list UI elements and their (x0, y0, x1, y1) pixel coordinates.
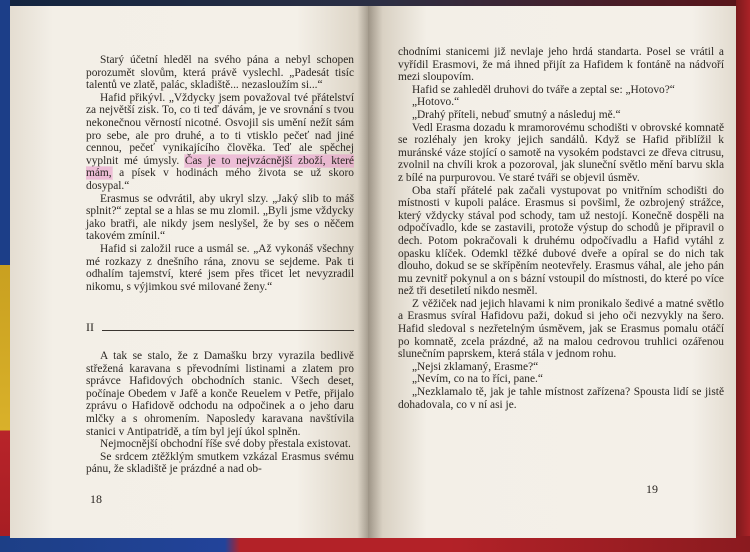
page-number: 18 (90, 492, 102, 506)
paragraph: Hafid přikývl. „Vždycky jsem považoval tvé přátelství za největší zisk. To, co ti teď dávám, je ve srovnání s tvou nekonečnou věrností nicotné. Osvojil sis umění nežít sám pro sebe, ale pro druhé, a to ti vtisklo pečeť nad jiné cennou, pečeť vynikajícího člověka. Teď ale spěchej vyplnit mé úmysly. Čas je to nejvzácnější zboží, které mám, a písek v hodinách mého života se už skoro dosypal.“ (86, 91, 354, 192)
right-page (368, 6, 736, 538)
paragraph: „Hotovo.“ (412, 96, 460, 109)
paragraph: Oba staří přátelé pak začali vystupovat po vnitřním schodišti do místnosti v kupoli paláce. Erasmus si povšiml, že ozbrojený strážce, který vždycky stával pod schody, tam už nestojí. Konečně dospěli na odpočívadlo, kde se zastavili, protože výstup do schodů je připravil o dech. Potom pokračovali k druhému odpočívadlu a Hafid vytáhl z opasku klíček. Odemkl těžké dubové dveře a opíral se do nich tak dlouho, dokud se se skřípěním neotevřely. Erasmus váhal, ale jeho pán mu zevnitř pokynul a on s bázní vstoupil do místnosti, do které po více než tři desetiletí nikdo nesměl. (398, 184, 724, 298)
paragraph: A tak se stalo, že z Damašku brzy vyrazila bedlivě střežená karavana s převodními listinami a zlatem pro správce Hafidových obchodních stanic. Všech deset, počínaje Obedem v Jafě a konče Reuelem v Petře, přijalo zprávu o Hafidově odchodu na odpočinek a o jeho daru mlčky a s ohromením. Naposledy karavana navštívila stanici v Antipatridě, a tím byl její úkol splněn. (86, 350, 354, 438)
paragraph: Hafid si založil ruce a usmál se. „Až vykonáš všechny mé rozkazy z dnešního rána, znovu se sejdeme. Pak ti odhalím tajemství, které jsem přes třicet let nevyzradil nikomu, s výjimkou své milované ženy.“ (86, 242, 354, 293)
section-rule (102, 330, 354, 331)
paragraph: „Nejsi zklamaný, Erasme?“ (412, 360, 539, 373)
paragraph: chodními stanicemi již nevlaje jeho hrdá standarta. Posel se vrátil a vyřídil Erasmovi, že má ihned přijít za Hafidem k fontáně na nádvoří mezi sloupovím. (398, 46, 724, 84)
right-page-text (398, 46, 724, 411)
page-number: 19 (646, 482, 658, 496)
paragraph: Hafid se zahleděl druhovi do tváře a zeptal se: „Hotovo?“ (412, 83, 675, 96)
book-cover-bottom-edge (0, 536, 750, 552)
section-heading: II (86, 320, 94, 334)
paragraph: Z věžiček nad jejich hlavami k nim pronikalo šedivé a matné světlo a Erasmus svíral Hafidovu paži, dokud si jeho oči nezvykly na šero. Hafid sledoval s nezřetelným úsměvem, jak se Erasmus pomalu otáčí po komnatě, zcela prázdné, až na malou cedrovou truhlici ozářenou slunečním paprskem, která stála v jednom rohu. (398, 297, 724, 361)
book-cover-left-edge (0, 0, 10, 552)
book-cover-right-edge (736, 0, 750, 552)
left-page-text-bottom (86, 350, 354, 476)
paragraph: Erasmus se odvrátil, aby ukryl slzy. „Jaký slib to máš splnit?“ zeptal se a hlas se mu zlomil. „Byli jsme vždycky jako bratři, ale nikdy jsem neslyšel, že by ses o něčem takovém zmínil.“ (86, 192, 354, 243)
paragraph: Se srdcem ztěžklým smutkem vzkázal Erasmus svému pánu, že skladiště je prázdné a nad ob- (86, 450, 354, 476)
paragraph: Nejmocnější obchodní říše své doby přestala existovat. (100, 438, 351, 451)
highlighted-text: Čas je to nejvzácnější zboží, které mám, (86, 154, 354, 180)
left-page (10, 6, 368, 538)
paragraph: Vedl Erasma dozadu k mramorovému schodišti v obrovské komnatě se rozléhaly jen kroky jejich sandálů. Když se Hafid přiblížil k muránské váze stojící o samotě na vysokém podstavci ze dřeva citrusu, zvolnil na chvíli krok a pozoroval, jak sluneční světlo mění barvu skla z bílé na purpurovou. Ve staré tváři se objevil úsměv. (398, 121, 724, 184)
paragraph: „Drahý příteli, nebuď smutný a následuj mě.“ (412, 108, 621, 121)
paragraph: „Nevím, co na to říci, pane.“ (412, 373, 543, 386)
paragraph: Starý účetní hleděl na svého pána a nebyl schopen porozumět slovům, která právě vyslechl. „Padesát tisíc talentů ve zlatě, palác, skladiště... nezasloužím si...“ (86, 54, 354, 92)
paragraph: „Nezklamalo tě, jak je tahle místnost zařízena? Spousta lidí se jistě dohadovala, co v ní asi je. (398, 386, 724, 411)
left-page-text-top (86, 54, 354, 293)
